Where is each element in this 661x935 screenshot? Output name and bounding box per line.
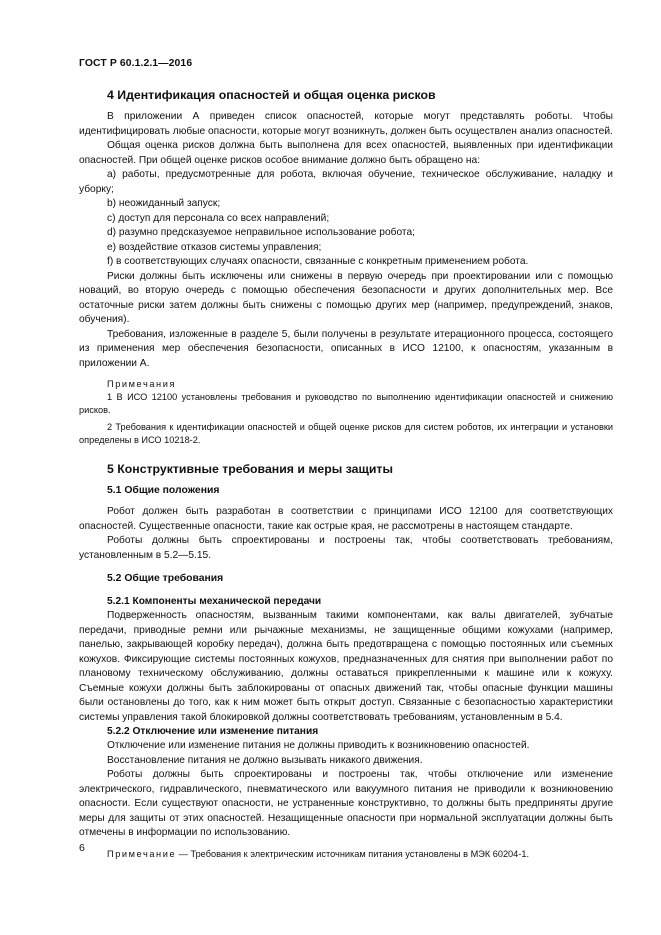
list-item-a: a) работы, предусмотренные для робота, включая обучение, техническое обслуживание, наладку и уборку; [79,169,613,195]
section-5-2-2-paragraph-3: Роботы должны быть спроектированы и построены так, чтобы отключение или изменение электрического, гидравлического, пневматического или вакуумного питания не приводили к возникновению опасности. Если существуют опасности, не устраненные конструктивно, то должны быть предприняты другие меры для защиты от этих опасностей. Незащищенные опасности при нормальной эксплуатации должны быть отмечены в информации по использованию. [79,769,613,838]
section-5-1-title: 5.1 Общие положения [107,485,220,496]
section-5-2-1-title: 5.2.1 Компоненты механической передачи [107,596,322,607]
note-text: — Требования к электрическим источникам питания установлены в МЭК 60204-1. [176,848,529,859]
note-1: 1 В ИСО 12100 установлены требования и руководство по выполнению идентификации опасностей и снижению рисков. [79,392,613,415]
section-4-paragraph-1: В приложении А приведен список опасностей, которые могут представлять роботы. Чтобы идентифицировать любые опасности, которые могут возникнуть, должен быть осуществлен анализ опасностей. [79,111,613,137]
section-5-2-1-paragraph: Подверженность опасностям, вызванным такими компонентами, как валы двигателей, зубчатые передачи, приводные ремни или рычажные механизмы, не защищенные общими кожухами (например, панелью, закрывающей коробку передач), должна быть предотвращена с помощью постоянных или съемных кожухов. Фиксирующие системы постоянных кожухов, предназначенных для снятия при выполнении работ по плановому техническому обслуживанию, должны оставаться прикрепленными к машине или к кожуху. Съемные кожухи должны быть заблокированы от опасных движений так, чтобы опасные функции машины были остановлены до того, как к ним может быть открыт доступ. Связанные с безопасностью характеристики системы управления такой блокировкой должны соответствовать требованиям, установленным в 5.4. [79,610,613,723]
list-item-d: d) разумно предсказуемое неправильное использование робота; [107,227,415,238]
section-5-2-title: 5.2 Общие требования [107,573,224,584]
list-item-c: c) доступ для персонала со всех направлений; [107,212,330,224]
section-4-paragraph-4: Требования, изложенные в разделе 5, были получены в результате итерационного процесса, состоящего из применения мер обеспечения безопасности, описанных в ИСО 12100, к опасностям, указанным в приложении А. [79,328,613,369]
section-4-paragraph-2: Общая оценка рисков должна быть выполнена для всех опасностей, выявленных при идентификации опасностей. При общей оценке рисков особое внимание должно быть обращено на: [79,140,613,166]
section-5-title: 5 Конструктивные требования и меры защиты [107,462,393,476]
section-5-1-paragraph-2: Роботы должны быть спроектированы и построены так, чтобы соответствовать требованиям, установленным в 5.2—5.15. [79,535,613,561]
page-number: 6 [79,843,85,854]
section-4-paragraph-3: Риски должны быть исключены или снижены в первую очередь при проектировании или с помощью новаций, во вторую очередь с помощью обеспечения безопасности и других дополнительных мер. Все остаточные риски затем должны быть снижены с помощью других мер (например, предупреждений, знаков, обучения). [79,270,613,325]
list-item-f: f) в соответствующих случаях опасности, связанные с конкретным применением робота. [107,256,529,267]
section-4-title: 4 Идентификация опасностей и общая оценка рисков [107,88,436,102]
list-item-e: e) воздействие отказов системы управления; [107,241,322,253]
section-5-2-2-paragraph-1: Отключение или изменение питания не должны приводить к возникновению опасностей. [107,740,530,751]
section-5-2-2-title: 5.2.2 Отключение или изменение питания [107,726,319,737]
note-2: 2 Требования к идентификации опасностей и общей оценке рисков для систем роботов, их интеграции и установки определены в ИСО 10218-2. [79,422,613,445]
section-5-1-paragraph-1: Робот должен быть разработан в соответствии с принципами ИСО 12100 для соответствующих опасностей. Существенные опасности, такие как острые края, не рассмотрены в настоящем стандарте. [79,506,613,532]
standard-header: ГОСТ Р 60.1.2.1—2016 [79,58,193,69]
notes-title: Примечания [107,379,177,389]
page-content [79,87,613,861]
note-label: Примечание [107,848,177,859]
list-item-b: b) неожиданный запуск; [107,198,221,209]
note-inline [79,848,613,861]
section-5-2-2-paragraph-2: Восстановление питания не должно вызывать никакого движения. [107,754,423,766]
